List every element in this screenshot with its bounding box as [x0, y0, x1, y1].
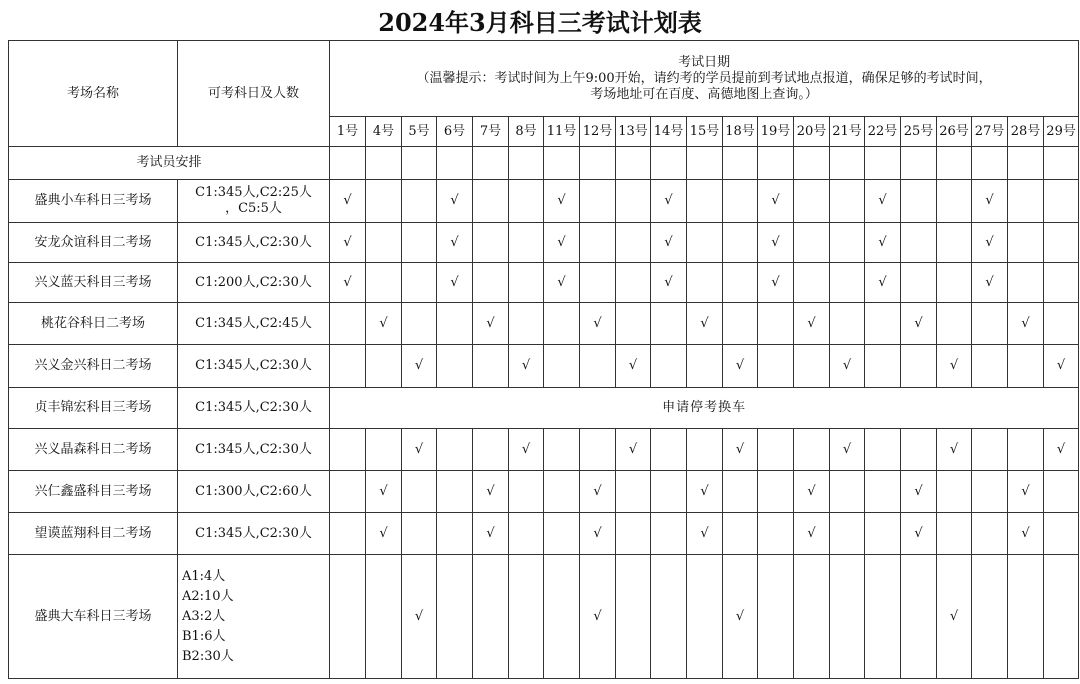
empty-day-cell: [758, 429, 794, 471]
empty-day-cell: [544, 345, 580, 388]
empty-day-cell: [616, 513, 651, 555]
examiner-cell: [937, 147, 972, 180]
empty-day-cell: [758, 471, 794, 513]
check-mark-icon: √: [437, 263, 473, 303]
check-mark-icon: √: [330, 180, 366, 223]
check-mark-icon: √: [437, 223, 473, 263]
table-row: [9, 555, 1079, 679]
empty-day-cell: [330, 429, 366, 471]
empty-day-cell: [509, 263, 544, 303]
day-header: 19号: [758, 117, 794, 147]
empty-day-cell: [901, 223, 937, 263]
page-title: 2024年3月科目三考试计划表: [378, 8, 702, 37]
check-mark-icon: √: [651, 223, 687, 263]
check-mark-icon: √: [901, 471, 937, 513]
day-header: 20号: [794, 117, 830, 147]
check-mark-icon: √: [758, 223, 794, 263]
capacity-line: C1:345人,C2:45人: [195, 315, 312, 331]
empty-day-cell: [616, 555, 651, 679]
empty-day-cell: [937, 513, 972, 555]
examiner-cell: [794, 147, 830, 180]
examiner-cell: [758, 147, 794, 180]
empty-day-cell: [972, 471, 1008, 513]
empty-day-cell: [473, 555, 509, 679]
empty-day-cell: [651, 513, 687, 555]
empty-day-cell: [937, 471, 972, 513]
empty-day-cell: [865, 345, 901, 388]
empty-day-cell: [473, 429, 509, 471]
empty-day-cell: [509, 513, 544, 555]
venue-name: 贞丰锦宏科目三考场: [9, 388, 178, 429]
check-mark-icon: √: [544, 263, 580, 303]
capacity-header: 可考科日及人数: [178, 41, 330, 147]
empty-day-cell: [366, 555, 402, 679]
empty-day-cell: [723, 471, 758, 513]
empty-day-cell: [437, 513, 473, 555]
examiner-label: 考试员安排: [9, 147, 330, 180]
empty-day-cell: [651, 345, 687, 388]
table-row: [9, 223, 1079, 263]
empty-day-cell: [544, 429, 580, 471]
empty-day-cell: [1008, 223, 1044, 263]
empty-day-cell: [651, 555, 687, 679]
empty-day-cell: [901, 345, 937, 388]
capacity-cell: [178, 388, 330, 429]
venue-header: 考场名称: [9, 41, 178, 147]
empty-day-cell: [402, 180, 437, 223]
check-mark-icon: √: [1008, 471, 1044, 513]
examiner-cell: [366, 147, 402, 180]
empty-day-cell: [616, 471, 651, 513]
empty-day-cell: [1044, 471, 1079, 513]
check-mark-icon: √: [1044, 345, 1079, 388]
empty-day-cell: [901, 555, 937, 679]
check-mark-icon: √: [366, 471, 402, 513]
empty-day-cell: [1044, 513, 1079, 555]
check-mark-icon: √: [937, 345, 972, 388]
empty-day-cell: [723, 180, 758, 223]
empty-day-cell: [830, 303, 865, 345]
empty-day-cell: [366, 263, 402, 303]
check-mark-icon: √: [1044, 429, 1079, 471]
empty-day-cell: [544, 303, 580, 345]
venue-name: 兴义蓝天科目三考场: [9, 263, 178, 303]
empty-day-cell: [865, 429, 901, 471]
examiner-cell: [901, 147, 937, 180]
empty-day-cell: [616, 180, 651, 223]
check-mark-icon: √: [901, 303, 937, 345]
check-mark-icon: √: [473, 513, 509, 555]
check-mark-icon: √: [865, 180, 901, 223]
empty-day-cell: [830, 223, 865, 263]
table-row: [9, 263, 1079, 303]
capacity-cell: [178, 223, 330, 263]
capacity-line: C1:345人,C2:25人: [195, 185, 312, 200]
empty-day-cell: [437, 471, 473, 513]
capacity-line: B2:30人: [182, 648, 234, 664]
empty-day-cell: [402, 513, 437, 555]
empty-day-cell: [1044, 555, 1079, 679]
empty-day-cell: [509, 303, 544, 345]
empty-day-cell: [473, 180, 509, 223]
check-mark-icon: √: [830, 345, 865, 388]
empty-day-cell: [865, 513, 901, 555]
empty-day-cell: [794, 223, 830, 263]
empty-day-cell: [509, 555, 544, 679]
venue-name: 兴义金兴科日二考场: [9, 345, 178, 388]
day-header: 15号: [687, 117, 723, 147]
capacity-line: C1:345人,C2:30人: [195, 525, 312, 541]
examiner-cell: [580, 147, 616, 180]
check-mark-icon: √: [402, 429, 437, 471]
empty-day-cell: [1044, 180, 1079, 223]
check-mark-icon: √: [509, 345, 544, 388]
examiner-cell: [687, 147, 723, 180]
empty-day-cell: [972, 513, 1008, 555]
empty-day-cell: [330, 471, 366, 513]
check-mark-icon: √: [723, 429, 758, 471]
capacity-cell: [178, 263, 330, 303]
empty-day-cell: [366, 345, 402, 388]
empty-day-cell: [758, 555, 794, 679]
empty-day-cell: [794, 180, 830, 223]
table-row: [9, 303, 1079, 345]
empty-day-cell: [830, 180, 865, 223]
capacity-line: C1:345人,C2:30人: [195, 400, 312, 415]
check-mark-icon: √: [758, 263, 794, 303]
check-mark-icon: √: [794, 513, 830, 555]
empty-day-cell: [366, 223, 402, 263]
empty-day-cell: [758, 345, 794, 388]
check-mark-icon: √: [1008, 303, 1044, 345]
table-row: [9, 513, 1079, 555]
table-row: [9, 471, 1079, 513]
day-header: 28号: [1008, 117, 1044, 147]
capacity-line: C1:345人,C2:30人: [195, 441, 312, 457]
empty-day-cell: [972, 345, 1008, 388]
day-header: 25号: [901, 117, 937, 147]
examiner-cell: [865, 147, 901, 180]
examiner-cell: [830, 147, 865, 180]
empty-day-cell: [830, 263, 865, 303]
check-mark-icon: √: [616, 345, 651, 388]
check-mark-icon: √: [580, 303, 616, 345]
capacity-line: A2:10人: [182, 588, 234, 604]
examiner-cell: [723, 147, 758, 180]
check-mark-icon: √: [937, 555, 972, 679]
empty-day-cell: [616, 223, 651, 263]
venue-name: 安龙众谊科目二考场: [9, 223, 178, 263]
empty-day-cell: [580, 223, 616, 263]
empty-day-cell: [509, 180, 544, 223]
suspended-notice: 申请停考换车: [330, 388, 1079, 429]
empty-day-cell: [473, 223, 509, 263]
empty-day-cell: [437, 345, 473, 388]
check-mark-icon: √: [830, 429, 865, 471]
day-header: 7号: [473, 117, 509, 147]
empty-day-cell: [580, 263, 616, 303]
empty-day-cell: [544, 471, 580, 513]
empty-day-cell: [794, 555, 830, 679]
day-header: 22号: [865, 117, 901, 147]
empty-day-cell: [723, 303, 758, 345]
empty-day-cell: [330, 345, 366, 388]
empty-day-cell: [794, 263, 830, 303]
capacity-cell: [178, 180, 330, 223]
capacity-line: A3:2人: [182, 608, 226, 624]
empty-day-cell: [865, 471, 901, 513]
check-mark-icon: √: [723, 555, 758, 679]
venue-name: 盛典小车科日三考场: [9, 180, 178, 223]
capacity-line: C1:300人,C2:60人: [195, 483, 312, 499]
examiner-cell: [972, 147, 1008, 180]
check-mark-icon: √: [794, 303, 830, 345]
day-header: 18号: [723, 117, 758, 147]
examiner-cell: [1008, 147, 1044, 180]
examiner-cell: [437, 147, 473, 180]
table-row: [9, 180, 1079, 223]
empty-day-cell: [972, 303, 1008, 345]
empty-day-cell: [544, 513, 580, 555]
empty-day-cell: [830, 555, 865, 679]
empty-day-cell: [937, 223, 972, 263]
empty-day-cell: [758, 513, 794, 555]
examiner-cell: [651, 147, 687, 180]
capacity-line: C1:345人,C2:30人: [195, 358, 312, 373]
day-header: 13号: [616, 117, 651, 147]
empty-day-cell: [687, 180, 723, 223]
empty-day-cell: [1008, 429, 1044, 471]
examiner-cell: [509, 147, 544, 180]
exam-schedule-table: [8, 40, 1079, 679]
empty-day-cell: [1044, 263, 1079, 303]
empty-day-cell: [901, 429, 937, 471]
day-header: 27号: [972, 117, 1008, 147]
check-mark-icon: √: [473, 303, 509, 345]
check-mark-icon: √: [509, 429, 544, 471]
empty-day-cell: [1008, 180, 1044, 223]
empty-day-cell: [437, 555, 473, 679]
empty-day-cell: [651, 471, 687, 513]
table-row: [9, 388, 1079, 429]
date-header-label: 考试日期: [678, 54, 731, 70]
empty-day-cell: [865, 303, 901, 345]
day-header: 1号: [330, 117, 366, 147]
empty-day-cell: [402, 263, 437, 303]
empty-day-cell: [937, 180, 972, 223]
examiner-cell: [402, 147, 437, 180]
check-mark-icon: √: [651, 263, 687, 303]
empty-day-cell: [901, 180, 937, 223]
empty-day-cell: [687, 429, 723, 471]
empty-day-cell: [687, 263, 723, 303]
empty-day-cell: [1044, 223, 1079, 263]
capacity-cell: [178, 555, 330, 679]
examiner-cell: [1044, 147, 1079, 180]
date-notice-header: [330, 41, 1079, 117]
empty-day-cell: [723, 223, 758, 263]
empty-day-cell: [330, 555, 366, 679]
empty-day-cell: [1008, 345, 1044, 388]
empty-day-cell: [580, 180, 616, 223]
check-mark-icon: √: [972, 263, 1008, 303]
empty-day-cell: [901, 263, 937, 303]
check-mark-icon: √: [330, 263, 366, 303]
empty-day-cell: [509, 471, 544, 513]
empty-day-cell: [544, 555, 580, 679]
empty-day-cell: [723, 513, 758, 555]
check-mark-icon: √: [402, 345, 437, 388]
empty-day-cell: [687, 345, 723, 388]
empty-day-cell: [509, 223, 544, 263]
venue-name: 望谟蓝翔科目二考场: [9, 513, 178, 555]
empty-day-cell: [972, 555, 1008, 679]
capacity-line: C1:200人,C2:30人: [195, 274, 312, 290]
check-mark-icon: √: [580, 471, 616, 513]
empty-day-cell: [437, 429, 473, 471]
venue-name: 桃花谷科日二考场: [9, 303, 178, 345]
day-header: 6号: [437, 117, 473, 147]
check-mark-icon: √: [687, 303, 723, 345]
check-mark-icon: √: [901, 513, 937, 555]
day-header: 11号: [544, 117, 580, 147]
check-mark-icon: √: [544, 180, 580, 223]
check-mark-icon: √: [366, 303, 402, 345]
check-mark-icon: √: [651, 180, 687, 223]
check-mark-icon: √: [972, 223, 1008, 263]
check-mark-icon: √: [366, 513, 402, 555]
empty-day-cell: [651, 303, 687, 345]
check-mark-icon: √: [865, 263, 901, 303]
empty-day-cell: [1008, 263, 1044, 303]
day-header: 4号: [366, 117, 402, 147]
empty-day-cell: [473, 263, 509, 303]
examiner-cell: [544, 147, 580, 180]
table-row: [9, 345, 1079, 388]
empty-day-cell: [1044, 303, 1079, 345]
empty-day-cell: [366, 180, 402, 223]
capacity-cell: [178, 471, 330, 513]
empty-day-cell: [794, 429, 830, 471]
capacity-cell: [178, 303, 330, 345]
empty-day-cell: [687, 555, 723, 679]
empty-day-cell: [937, 263, 972, 303]
check-mark-icon: √: [616, 429, 651, 471]
check-mark-icon: √: [402, 555, 437, 679]
day-header: 14号: [651, 117, 687, 147]
day-header: 29号: [1044, 117, 1079, 147]
check-mark-icon: √: [580, 513, 616, 555]
empty-day-cell: [580, 429, 616, 471]
capacity-line: ，C5:5人: [225, 201, 282, 216]
check-mark-icon: √: [473, 471, 509, 513]
check-mark-icon: √: [580, 555, 616, 679]
capacity-cell: [178, 345, 330, 388]
empty-day-cell: [437, 303, 473, 345]
empty-day-cell: [616, 303, 651, 345]
empty-day-cell: [402, 303, 437, 345]
venue-name: 盛典大车科日三考场: [9, 555, 178, 679]
day-header: 12号: [580, 117, 616, 147]
check-mark-icon: √: [330, 223, 366, 263]
empty-day-cell: [937, 303, 972, 345]
empty-day-cell: [330, 303, 366, 345]
capacity-cell: [178, 513, 330, 555]
check-mark-icon: √: [865, 223, 901, 263]
empty-day-cell: [580, 345, 616, 388]
empty-day-cell: [651, 429, 687, 471]
empty-day-cell: [330, 513, 366, 555]
empty-day-cell: [687, 223, 723, 263]
check-mark-icon: √: [544, 223, 580, 263]
empty-day-cell: [402, 223, 437, 263]
check-mark-icon: √: [972, 180, 1008, 223]
notice-line-1: （温馨提示：考试时间为上午9:00开始，请约考的学员提前到考试地点报道，确保足够的考试时间，: [416, 70, 992, 86]
capacity-line: A1:4人: [182, 568, 226, 584]
examiner-cell: [616, 147, 651, 180]
day-header: 26号: [937, 117, 972, 147]
venue-name: 兴仁鑫盛科目三考场: [9, 471, 178, 513]
capacity-line: C1:345人,C2:30人: [195, 234, 312, 250]
empty-day-cell: [865, 555, 901, 679]
empty-day-cell: [473, 345, 509, 388]
check-mark-icon: √: [758, 180, 794, 223]
check-mark-icon: √: [723, 345, 758, 388]
empty-day-cell: [402, 471, 437, 513]
check-mark-icon: √: [687, 513, 723, 555]
check-mark-icon: √: [794, 471, 830, 513]
day-header: 8号: [509, 117, 544, 147]
empty-day-cell: [366, 429, 402, 471]
examiner-cell: [330, 147, 366, 180]
check-mark-icon: √: [687, 471, 723, 513]
empty-day-cell: [830, 513, 865, 555]
empty-day-cell: [794, 345, 830, 388]
empty-day-cell: [616, 263, 651, 303]
empty-day-cell: [1008, 555, 1044, 679]
empty-day-cell: [723, 263, 758, 303]
table-row: [9, 429, 1079, 471]
capacity-line: B1:6人: [182, 628, 226, 644]
examiner-cell: [473, 147, 509, 180]
empty-day-cell: [830, 471, 865, 513]
check-mark-icon: √: [1008, 513, 1044, 555]
empty-day-cell: [758, 303, 794, 345]
venue-name: 兴义晶森科日二考场: [9, 429, 178, 471]
day-header: 21号: [830, 117, 865, 147]
empty-day-cell: [972, 429, 1008, 471]
day-header: 5号: [402, 117, 437, 147]
capacity-cell: [178, 429, 330, 471]
check-mark-icon: √: [437, 180, 473, 223]
notice-line-2: 考场地址可在百度、高德地图上查询。）: [590, 86, 818, 102]
check-mark-icon: √: [937, 429, 972, 471]
